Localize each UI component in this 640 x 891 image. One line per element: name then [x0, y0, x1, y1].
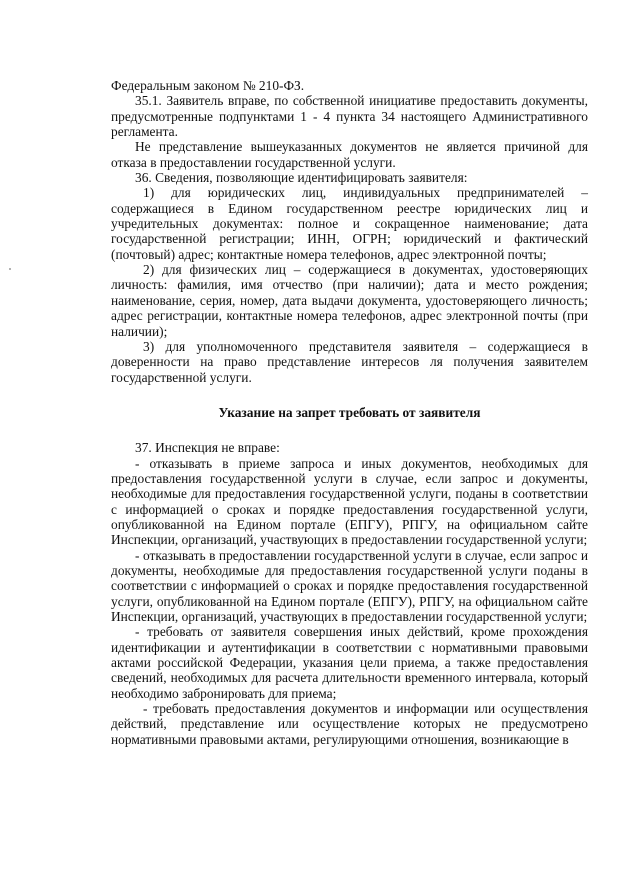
section-heading: Указание на запрет требовать от заявителя [218, 404, 481, 420]
paragraph-36-2: 2) для физических лиц – содержащиеся в документах, удостоверяющих личность: фамилия, имя отчество (при наличии); дата и место рождения; наименование, серия, номер, дата выдачи документа, удостоверяющего личность; адрес регистрации, контактные номера телефонов, адрес электронной почты (при наличии); [111, 262, 588, 339]
paragraph-law-reference: Федеральным законом № 210-ФЗ. [111, 78, 305, 93]
paragraph-37: 37. Инспекция не вправе: [135, 440, 280, 456]
paragraph-36-1: 1) для юридических лиц, индивидуальных предпринимателей – содержащиеся в Едином государственном реестре юридических лиц и учредительных документах: полное и сокращенное наименование; дата государственной регистрации; ИНН, ОГРН; юридический и фактический (почтовый) адрес; контактные номера телефонов, адрес электронной почты; [111, 185, 588, 262]
paragraph-35-1: 35.1. Заявитель вправе, по собственной инициативе предоставить документы, предусмотренные подпунктами 1 - 4 пункта 34 настоящего Административного регламента. [111, 93, 588, 140]
paragraph-not-provided: Не представление вышеуказанных документов не является причиной для отказа в предоставлении государственной услуги. [111, 139, 588, 170]
paragraph-36-3: 3) для уполномоченного представителя заявителя – содержащиеся в доверенности на право представление интересов ля получения заявителем государственной услуги. [111, 338, 588, 385]
paragraph-37-item-1: - отказывать в приеме запроса и иных документов, необходимых для предоставления государственной услуги в случае, если запрос и документы, необходимые для предоставления государственной услуги, поданы в соответствии с информацией о сроках и порядке предоставления государственной услуги, опубликованной на Едином портале (ЕПГУ), РПГУ, на официальном сайте Инспекции, организаций, участвующих в предоставлении государственной услуги; [111, 455, 588, 548]
paragraph-37-item-3: - требовать от заявителя совершения иных действий, кроме прохождения идентификации и аутентификации в соответствии с нормативными правовыми актами российской Федерации, указания цели приема, а также предоставления сведений, необходимых для расчета длительности временного интервала, который необходимо забронировать для приема; [111, 624, 588, 701]
paragraph-36: 36. Сведения, позволяющие идентифицировать заявителя: [135, 170, 468, 186]
scan-speck [9, 268, 11, 270]
paragraph-37-item-4: - требовать предоставления документов и информации или осуществления действий, представление или осуществление которых не предусмотрено нормативными правовыми актами, регулирующими отношения, возникающие в [111, 701, 588, 747]
paragraph-37-item-2: - отказывать в предоставлении государственной услуги в случае, если запрос и документы, необходимые для предоставления государственной услуги поданы в соответствии с информацией о сроках и порядке предоставления государственной услуги, опубликованной на Едином портале (ЕПГУ), РПГУ, на официальном сайте Инспекции, организаций, участвующих в предоставлении государственной услуги; [111, 547, 588, 624]
document-page [111, 78, 588, 747]
